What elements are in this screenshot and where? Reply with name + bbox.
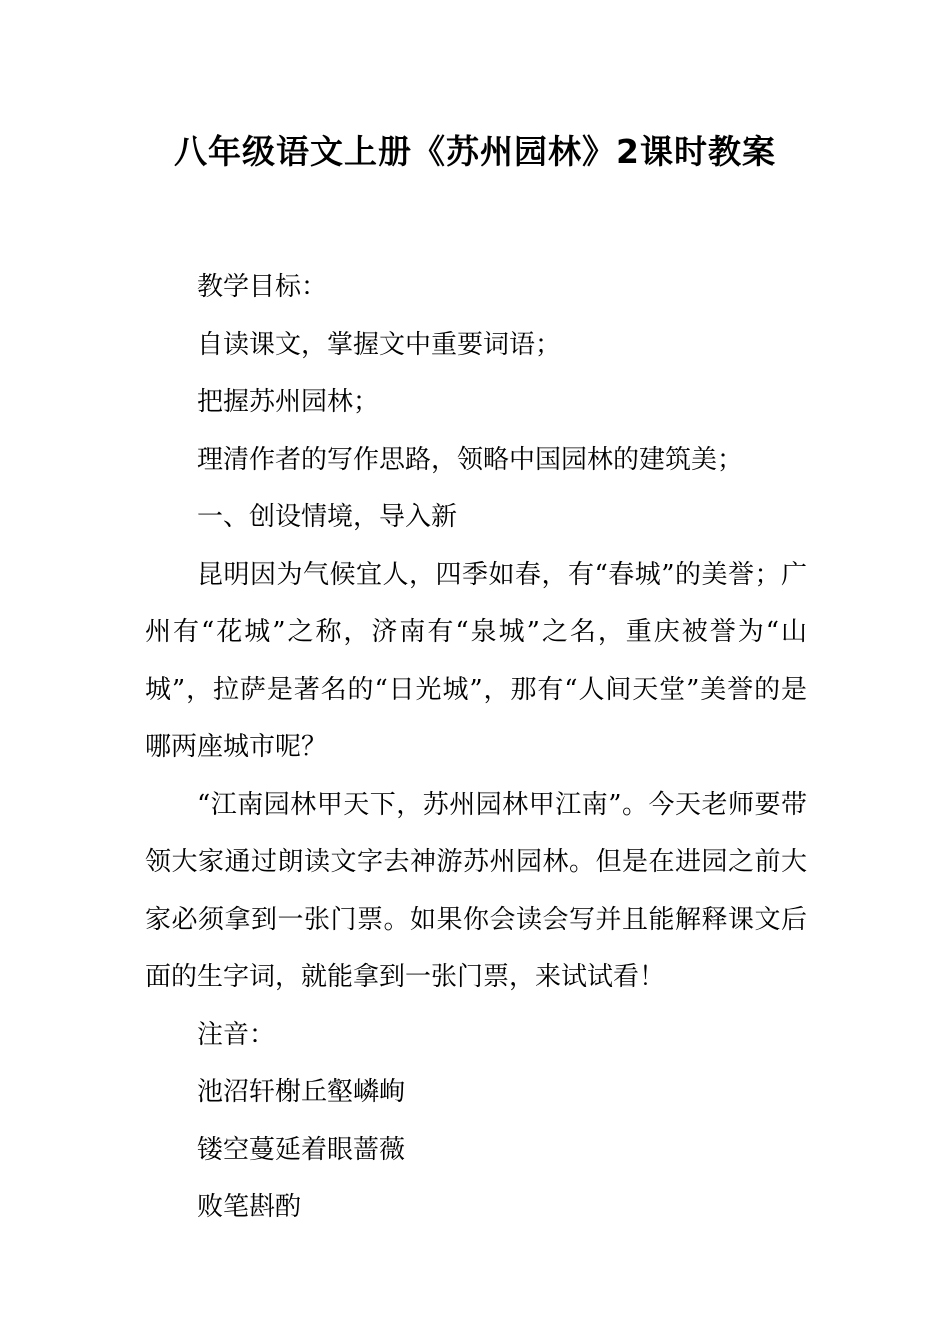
paragraph-goal-2: 把握苏州园林； [197, 387, 380, 417]
paragraph-section-heading: 一、创设情境，导入新 [197, 502, 458, 532]
paragraph-goal-3: 理清作者的写作思路，领略中国园林的建筑美； [197, 444, 744, 475]
paragraph-intro-gardens: “江南园林甲天下，苏州园林甲江南”。今天老师要带领大家通过朗读文字去神游苏州园林。但是在进园之前大家必须拿到一张门票。如果你会读会写并且能解释课文后面的生字词，就能拿到一张门票，来试试看！ [145, 789, 807, 992]
paragraph-pinyin-heading: 注音： [197, 1019, 276, 1050]
paragraph-intro-cities: 昆明因为气候宜人，四季如春，有“春城”的美誉；广州有“花城”之称，济南有“泉城”之名，重庆被誉为“山城”，拉萨是著名的“日光城”，那有“人间天堂”美誉的是哪两座城市呢？ [145, 559, 807, 762]
document-body [145, 259, 807, 1237]
paragraph-vocab-1: 池沼轩榭丘壑嶙峋 [197, 1077, 406, 1107]
paragraph-vocab-2: 镂空蔓延着眼蔷薇 [197, 1134, 406, 1165]
document-title: 八年级语文上册《苏州园林》2课时教案 [174, 132, 776, 171]
paragraph-goal-1: 自读课文，掌握文中重要词语； [197, 329, 562, 360]
paragraph-vocab-3: 败笔斟酌 [197, 1192, 302, 1222]
paragraph-teaching-goals-heading: 教学目标： [197, 272, 328, 302]
